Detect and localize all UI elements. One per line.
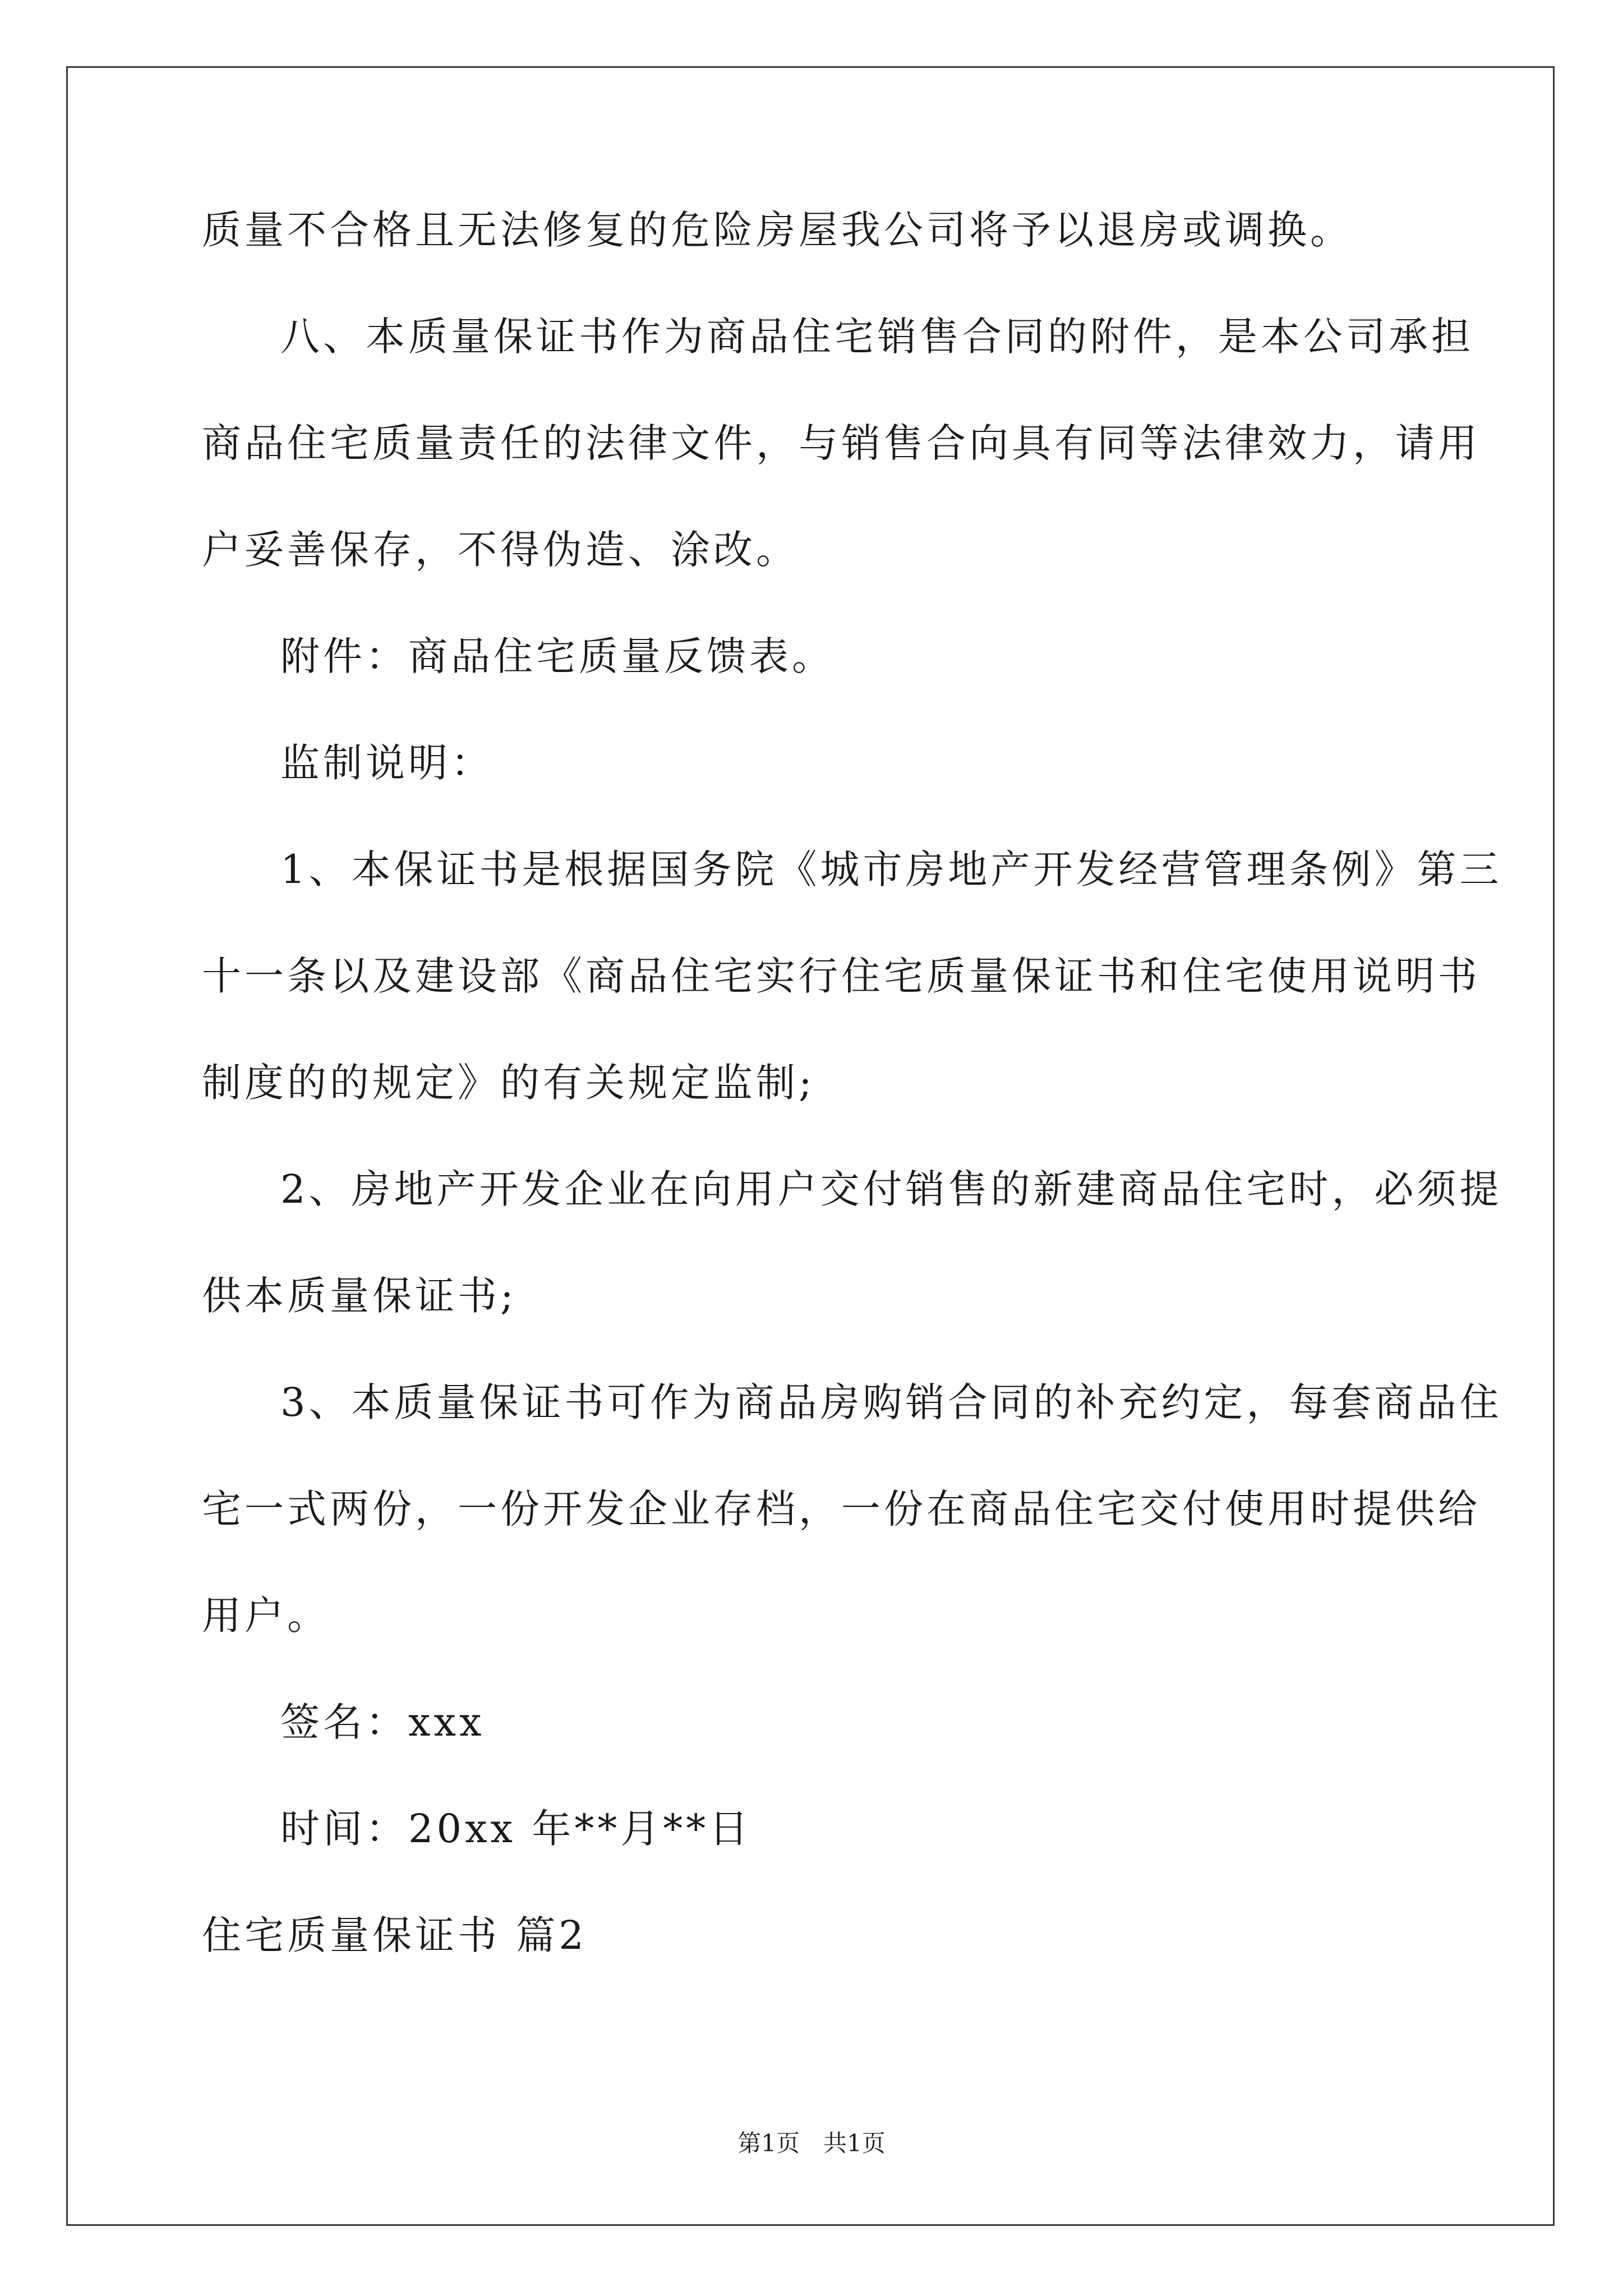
text-line-14: 用户。 — [202, 1593, 330, 1639]
signature-line: 签名：xxx — [280, 1699, 485, 1745]
text-line-12: 3、本质量保证书可作为商品房购销合同的补充约定，每套商品住 — [280, 1379, 1502, 1425]
text-line-9: 制度的的规定》的有关规定监制; — [202, 1060, 815, 1106]
section-heading: 住宅质量保证书 篇2 — [202, 1912, 587, 1958]
text-line-11: 供本质量保证书; — [202, 1273, 517, 1319]
page-number-footer: 第1页 共1页 — [737, 2129, 886, 2157]
text-line-6: 监制说明： — [280, 740, 494, 786]
text-line-8: 十一条以及建设部《商品住宅实行住宅质量保证书和住宅使用说明书 — [202, 953, 1481, 999]
text-line-1: 质量不合格且无法修复的危险房屋我公司将予以退房或调换。 — [202, 207, 1353, 253]
text-line-13: 宅一式两份，一份开发企业存档，一份在商品住宅交付使用时提供给 — [202, 1486, 1481, 1532]
text-line-10: 2、房地产开发企业在向用户交付销售的新建商品住宅时，必须提 — [280, 1166, 1502, 1212]
text-line-7: 1、本保证书是根据国务院《城市房地产开发经营管理条例》第三 — [280, 846, 1502, 892]
date-line: 时间：20xx 年**月**日 — [280, 1806, 752, 1852]
text-line-4: 户妥善保存，不得伪造、涂改。 — [202, 527, 799, 573]
text-line-5: 附件：商品住宅质量反馈表。 — [280, 633, 834, 679]
page-border — [66, 66, 1555, 2226]
text-line-3: 商品住宅质量责任的法律文件，与销售合向具有同等法律效力，请用 — [202, 420, 1481, 466]
text-line-2: 八、本质量保证书作为商品住宅销售合同的附件，是本公司承担 — [280, 314, 1474, 360]
